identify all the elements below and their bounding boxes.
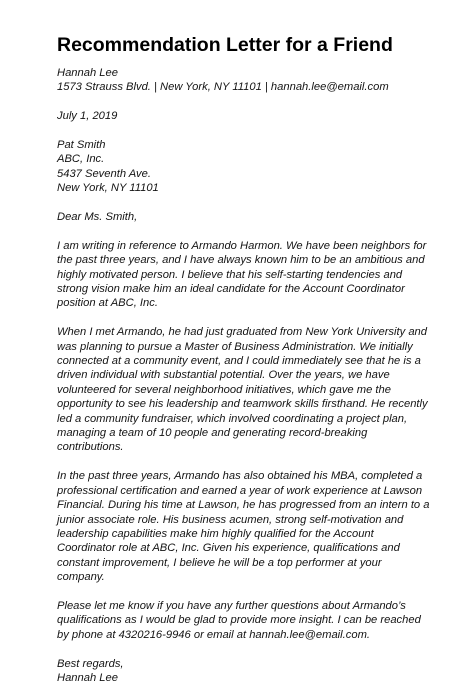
date-text: July 1, 2019 [57, 110, 118, 123]
paragraph-line: professional certification and earned a year of work experience at Lawson [57, 484, 423, 497]
paragraph-line: highly motivated person. I believe that his self-starting tendencies and [57, 268, 403, 281]
paragraph-1 [57, 239, 429, 311]
paragraph-line: Please let me know if you have any further questions about Armando’s [57, 599, 406, 612]
recipient-street: 5437 Seventh Ave. [57, 167, 151, 180]
paragraph-line: I am writing in reference to Armando Harmon. We have been neighbors for [57, 239, 427, 252]
recipient-name: Pat Smith [57, 139, 106, 151]
paragraph-line: In the past three years, Armando has also obtained his MBA, completed a [57, 470, 423, 483]
closing-block [57, 657, 429, 686]
paragraph-line: qualifications as I would be glad to provide more insight. I can be reached [57, 614, 421, 627]
paragraph-4 [57, 599, 429, 642]
paragraph-line: by phone at 4320216-9946 or email at hannah.lee@email.com. [57, 628, 371, 641]
paragraph-line: driven individual with substantial potential. Over the years, we have [57, 369, 390, 382]
paragraph-line: connected at a community event, and I could immediately see that he is a [57, 355, 421, 368]
paragraph-line: leadership capabilities make him highly qualified for the Account [57, 527, 374, 540]
sender-contact: 1573 Strauss Blvd. | New York, NY 11101 | hannah.lee@email.com [57, 81, 389, 94]
paragraph-line: When I met Armando, he had just graduated from New York University and [57, 326, 427, 339]
paragraph-line: was planning to pursue a Master of Business Administration. We initially [57, 340, 413, 353]
closing-text: Best regards, [57, 657, 124, 670]
salutation-text: Dear Ms. Smith, [57, 211, 138, 224]
salutation [57, 210, 429, 224]
letter-page [57, 34, 429, 700]
paragraph-line: junior associate role. His business acumen, strong self-motivation and [57, 513, 404, 526]
letter-title: Recommendation Letter for a Friend [57, 34, 393, 56]
sender-name: Hannah Lee [57, 67, 118, 79]
paragraph-line: volunteered for several neighborhood initiatives, which gave me the [57, 383, 391, 396]
paragraph-line: company. [57, 571, 105, 584]
recipient-block [57, 138, 429, 196]
letter-date [57, 109, 429, 123]
sender-block [57, 66, 429, 95]
recipient-city: New York, NY 11101 [57, 182, 159, 195]
paragraph-line: the past three years, and I have always known him to be an ambitious and [57, 254, 425, 267]
paragraph-line: constant improvement, I believe he will be a top performer at your [57, 556, 382, 569]
paragraph-line: Coordinator role at ABC, Inc. Given his experience, qualifications and [57, 542, 400, 555]
paragraph-line: managing a team of 10 people and generating record-breaking [57, 427, 368, 440]
paragraph-line: led a community fundraiser, which involved coordinating a project plan, [57, 412, 408, 425]
paragraph-line: position at ABC, Inc. [57, 297, 158, 310]
paragraph-line: Financial. During his time at Lawson, he has progressed from an intern to a [57, 499, 430, 512]
paragraph-line: strong vision make him an ideal candidate for the Account Coordinator [57, 283, 405, 296]
paragraph-line: opportunity to see his leadership and teamwork skills firsthand. He recently [57, 398, 428, 411]
paragraph-3 [57, 469, 429, 584]
recipient-company: ABC, Inc. [57, 153, 105, 166]
paragraph-line: contributions. [57, 441, 124, 454]
signature-name: Hannah Lee [57, 671, 118, 684]
paragraph-2 [57, 325, 429, 455]
